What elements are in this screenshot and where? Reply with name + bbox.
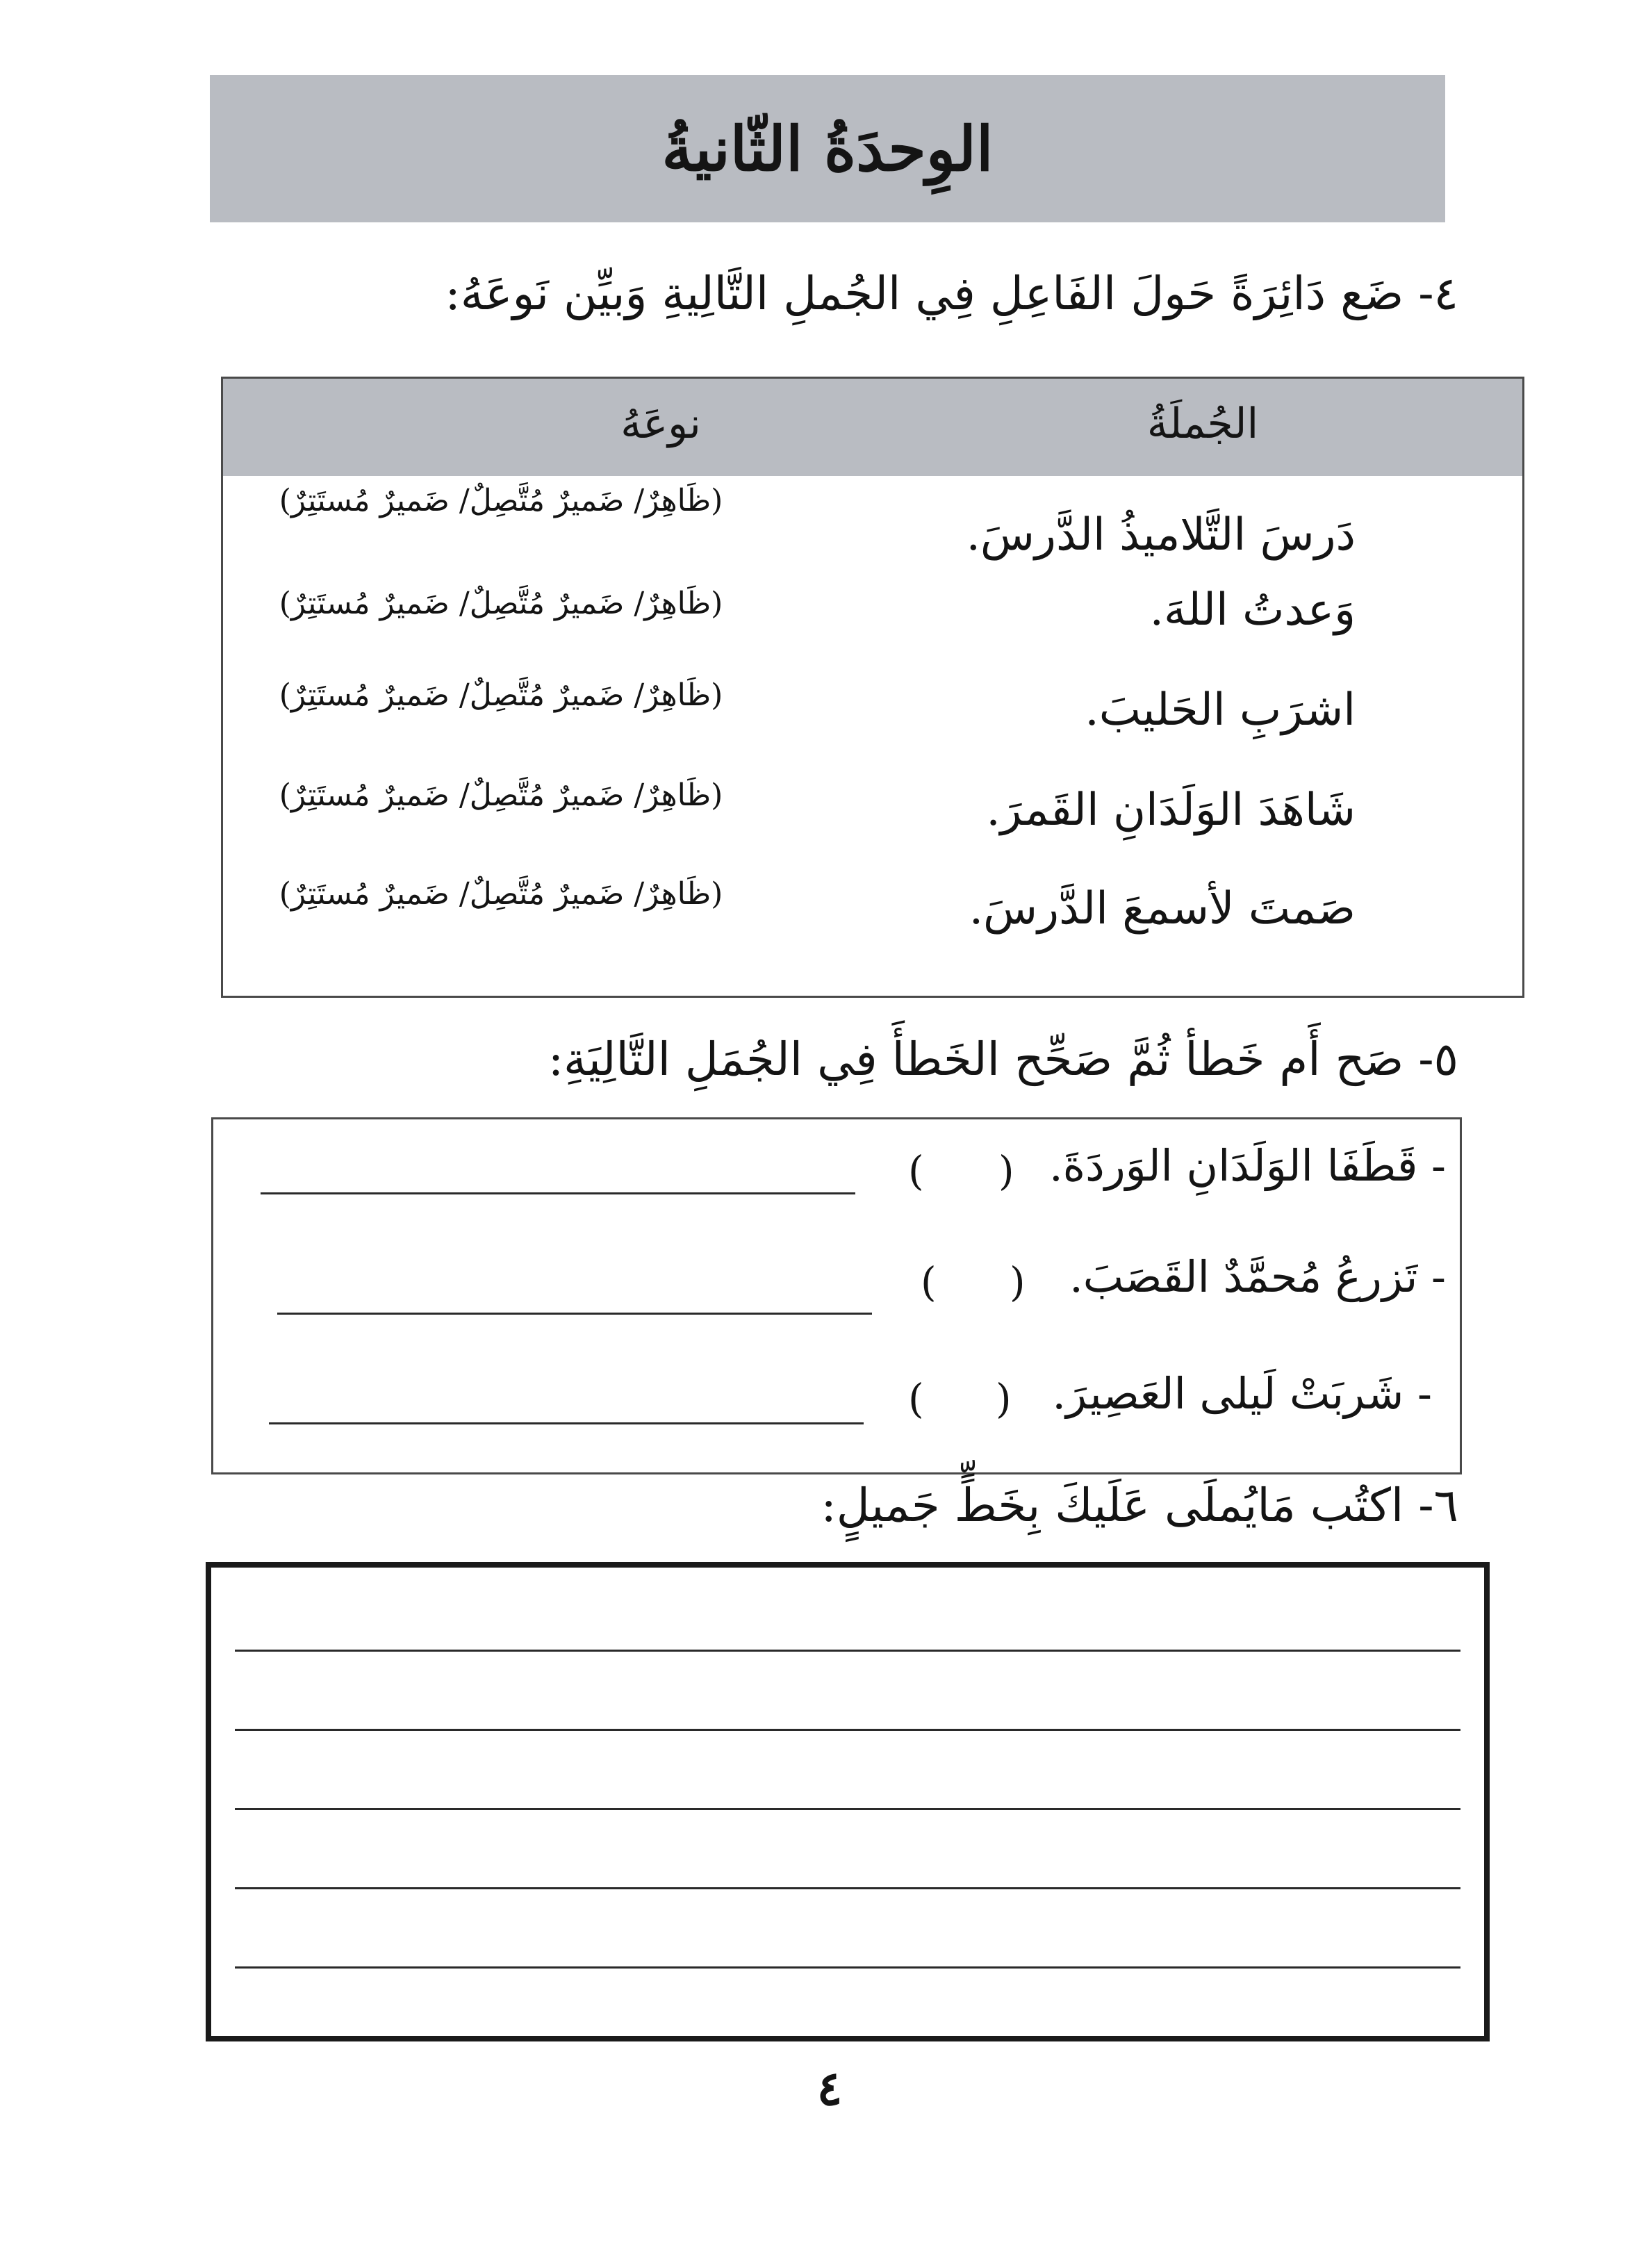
table-row xyxy=(223,778,1522,868)
answer-paren-close: ) xyxy=(1010,1258,1026,1306)
sentence-text: - قَطَفَا الوَلَدَانِ الوَردَةَ. xyxy=(1048,1140,1446,1191)
type-options[interactable]: (ظَاهِرٌ/ ضَميرٌ مُتَّصِلٌ/ ضَميرٌ مُستَتِرٌ) xyxy=(279,483,723,518)
answer-line[interactable] xyxy=(277,1313,872,1315)
header-type: نوعَهُ xyxy=(620,400,701,448)
q6-prompt: ٦- اكتُب مَايُملَى عَلَيكَ بِخَطٍّ جَميلٍ: xyxy=(821,1479,1458,1532)
writing-line[interactable] xyxy=(235,1650,1460,1652)
q4-table xyxy=(221,377,1524,998)
q4-prompt: ٤- ضَع دَائِرَةً حَولَ الفَاعِلِ فِي الجُملِ التَّالِيةِ وَبيِّن نَوعَهُ: xyxy=(445,267,1458,320)
page-title: الوِحدَةُ الثّانيةُ xyxy=(661,113,994,185)
type-options[interactable]: (ظَاهِرٌ/ ضَميرٌ مُتَّصِلٌ/ ضَميرٌ مُستَتِرٌ) xyxy=(279,876,723,912)
answer-paren-open: ( xyxy=(921,1258,937,1306)
table-row xyxy=(223,579,1522,669)
sentence-text[interactable]: وَعدتُ اللهَ. xyxy=(1149,584,1356,636)
title-banner xyxy=(210,75,1445,222)
answer-paren-open: ( xyxy=(908,1375,924,1422)
type-options[interactable]: (ظَاهِرٌ/ ضَميرٌ مُتَّصِلٌ/ ضَميرٌ مُستَتِرٌ) xyxy=(279,586,723,621)
writing-line[interactable] xyxy=(235,1887,1460,1889)
sentence-text: - شَربَتْ لَيلى العَصِيرَ. xyxy=(1052,1368,1432,1419)
q6-writing-box xyxy=(206,1562,1490,2041)
header-sentence: الجُملَةُ xyxy=(1146,400,1259,448)
answer-paren-close: ) xyxy=(998,1147,1014,1194)
writing-line[interactable] xyxy=(235,1729,1460,1731)
q5-prompt: ٥- صَح أَم خَطأ ثُمَّ صَحِّح الخَطأَ فِي الجُمَلِ التَّالِيَةِ: xyxy=(548,1033,1458,1086)
sentence-text[interactable]: دَرسَ التَّلاميذُ الدَّرسَ. xyxy=(966,509,1356,561)
writing-line[interactable] xyxy=(235,1966,1460,1969)
table-row xyxy=(223,483,1522,573)
type-options[interactable]: (ظَاهِرٌ/ ضَميرٌ مُتَّصِلٌ/ ضَميرٌ مُستَتِرٌ) xyxy=(279,677,723,713)
answer-line[interactable] xyxy=(261,1192,855,1194)
list-item xyxy=(213,1238,1460,1321)
list-item xyxy=(213,1354,1460,1438)
sentence-text[interactable]: صَمتَ لأسمعَ الدَّرسَ. xyxy=(969,883,1356,935)
answer-line[interactable] xyxy=(269,1422,864,1424)
q5-box xyxy=(211,1117,1462,1474)
sentence-text[interactable]: اشرَبِ الحَليبَ. xyxy=(1085,684,1356,736)
sentence-text[interactable]: شَاهَدَ الوَلَدَانِ القَمرَ. xyxy=(986,784,1356,836)
answer-paren-close: ) xyxy=(996,1375,1012,1422)
type-options[interactable]: (ظَاهِرٌ/ ضَميرٌ مُتَّصِلٌ/ ضَميرٌ مُستَتِرٌ) xyxy=(279,778,723,813)
table-row xyxy=(223,876,1522,967)
q4-table-header xyxy=(223,379,1522,476)
sentence-text: - تَزرعُ مُحمَّدٌ القَصَبَ. xyxy=(1069,1251,1446,1302)
list-item xyxy=(213,1126,1460,1210)
answer-paren-open: ( xyxy=(908,1147,924,1194)
table-row xyxy=(223,677,1522,768)
page-number: ٤ xyxy=(816,2061,843,2117)
writing-line[interactable] xyxy=(235,1808,1460,1810)
